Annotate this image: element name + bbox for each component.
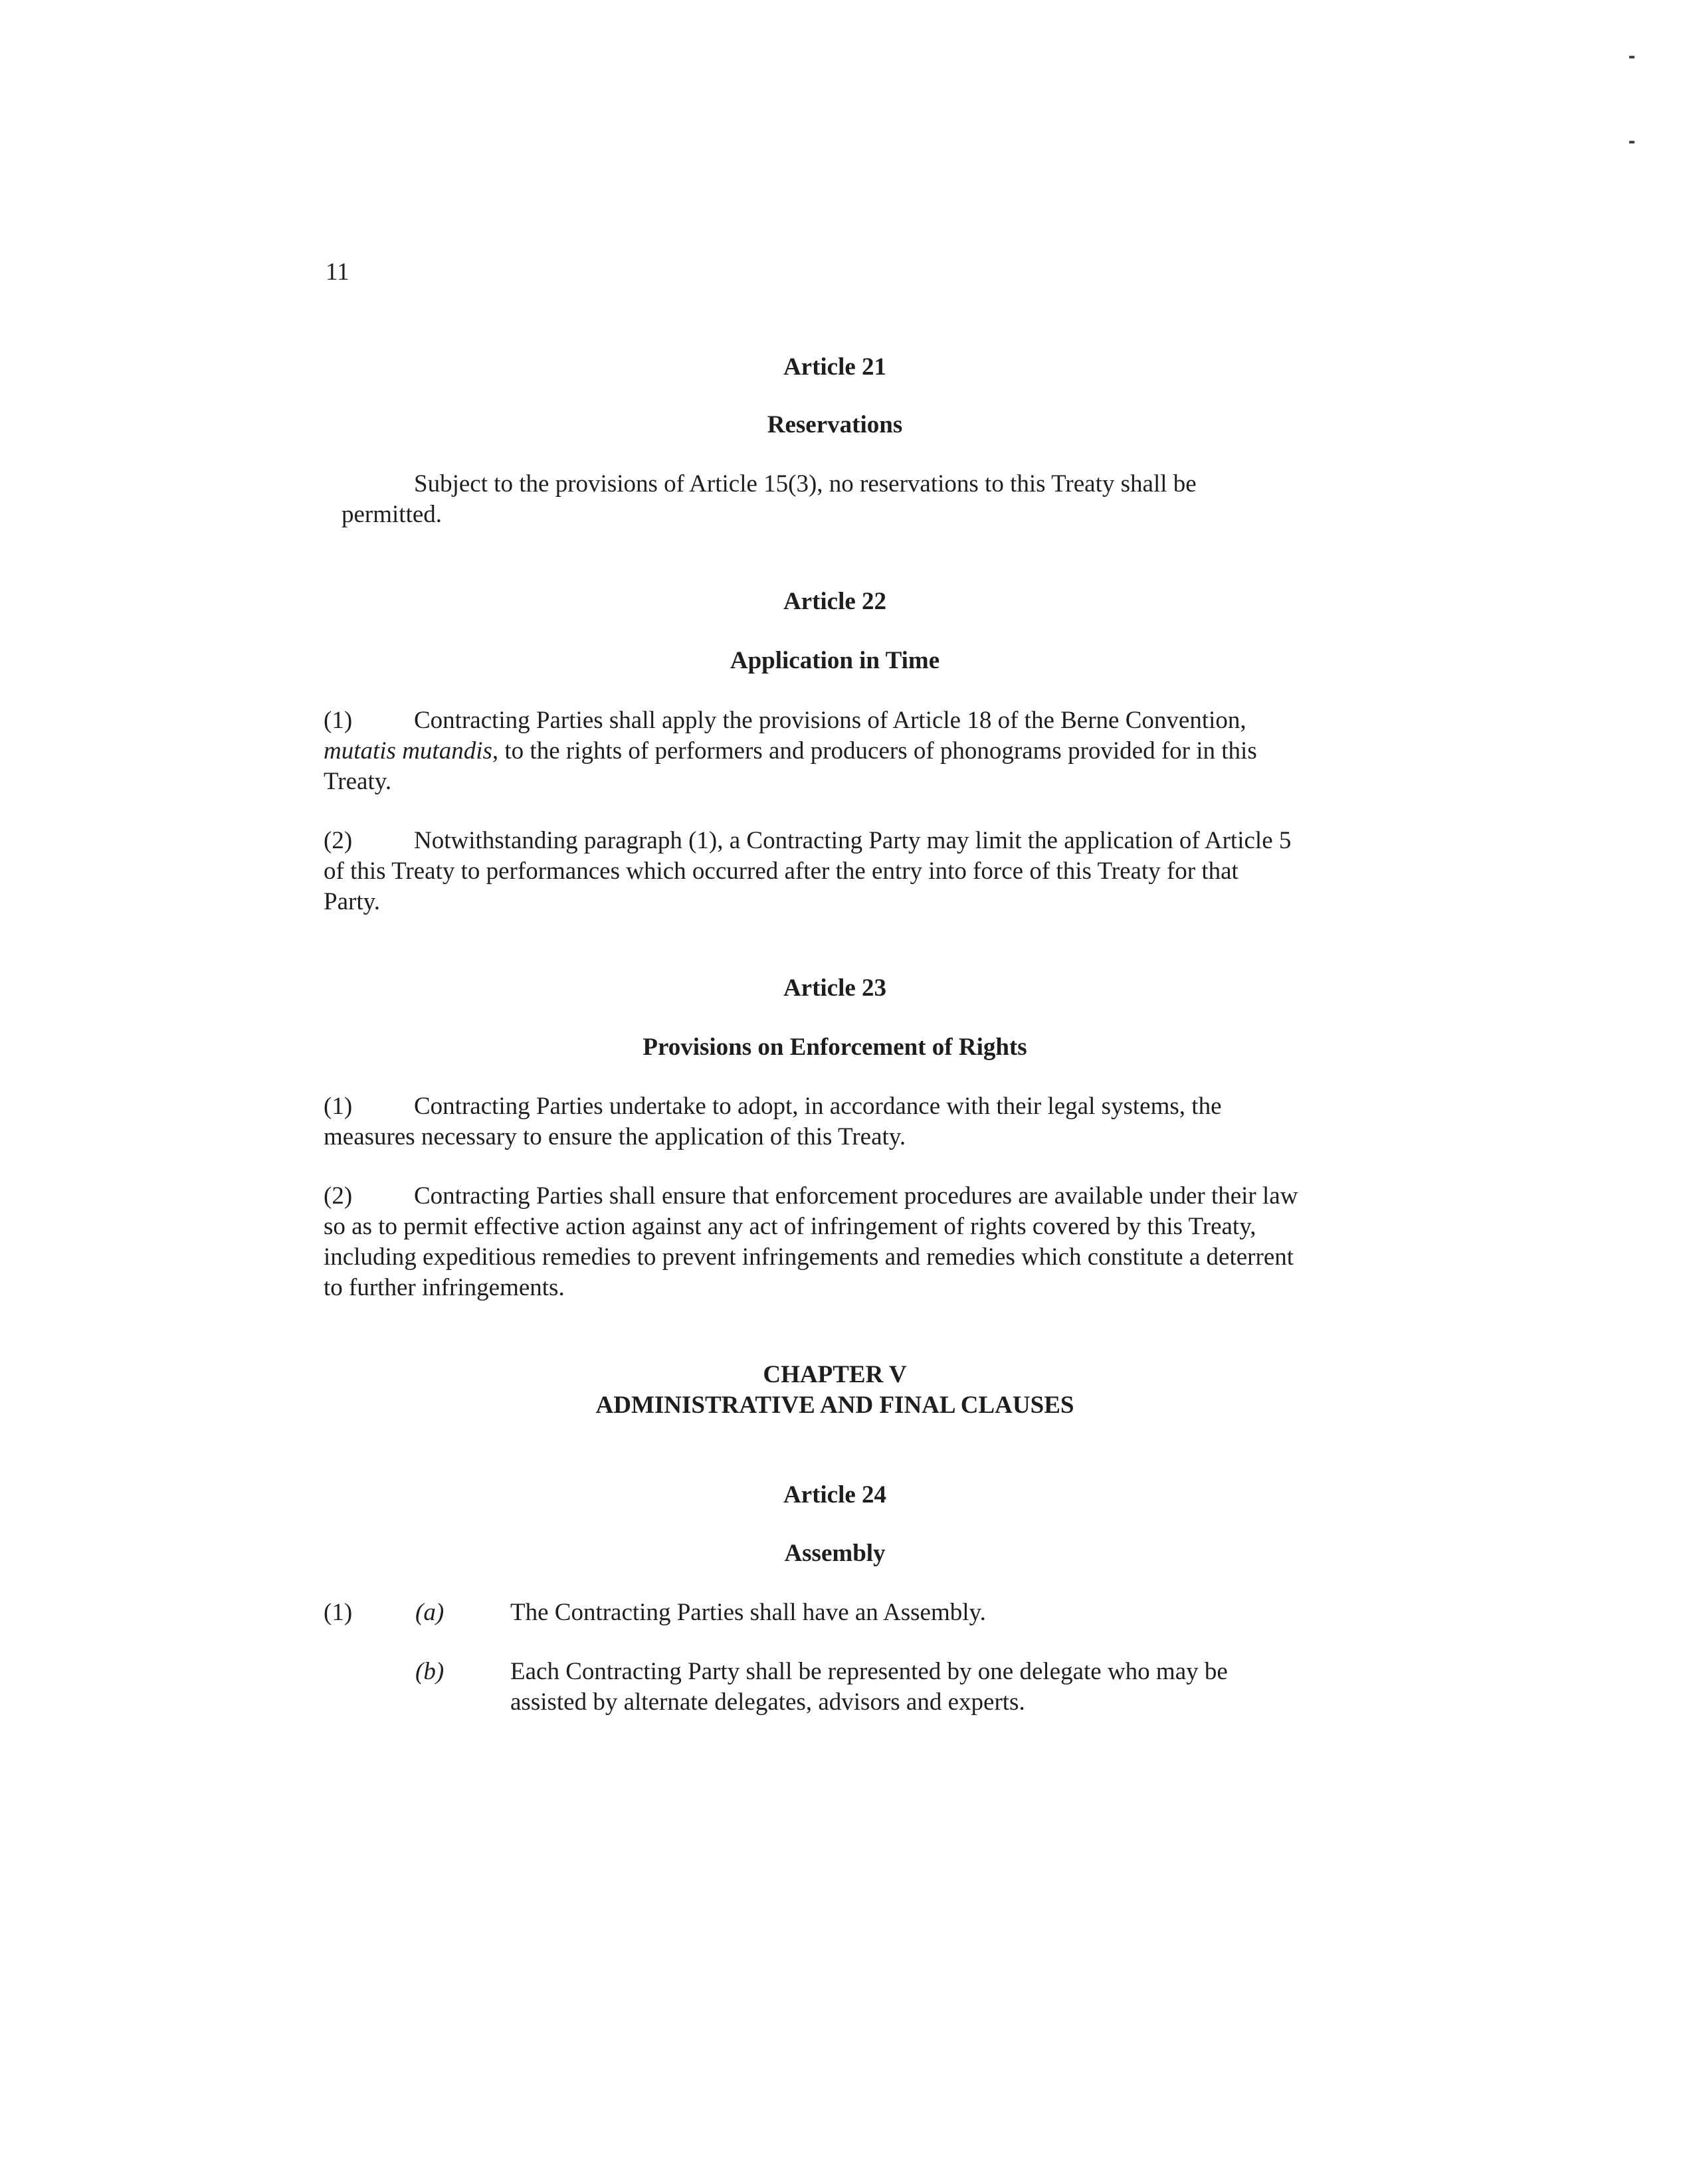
article-22-para2-line3: Party. [324,888,380,915]
article-24-subtitle: Assembly [784,1540,886,1567]
article-21-text-line2: permitted. [342,501,443,528]
article-23-para2-line1: Contracting Parties shall ensure that enforcement procedures are available under their law [414,1182,1298,1210]
article-24-title: Article 24 [783,1481,887,1508]
article-23-title: Article 23 [783,974,887,1002]
chapter-subtitle: ADMINISTRATIVE AND FINAL CLAUSES [595,1392,1074,1419]
article-24-item-a-text: The Contracting Parties shall have an Assembly. [510,1599,986,1626]
article-23-para2-line3: including expeditious remedies to prevent infringements and remedies which constitute a deterrent [324,1243,1294,1271]
article-22-para1-line3: Treaty. [324,768,392,795]
article-22-para1-number: (1) [324,707,353,734]
article-22-para1-line2: mutatis mutandis, to the rights of performers and producers of phonograms provided for in this [324,737,1257,765]
scan-mark [1629,56,1634,58]
article-22-subtitle: Application in Time [730,647,940,674]
article-23-para1-line1: Contracting Parties undertake to adopt, in accordance with their legal systems, the [414,1093,1222,1120]
article-23-para2-line4: to further infringements. [324,1274,565,1301]
article-23-para1-number: (1) [324,1093,353,1120]
article-24-item-b-line1: Each Contracting Party shall be represented by one delegate who may be [510,1658,1228,1685]
article-24-para1-number: (1) [324,1599,353,1626]
scan-mark [1629,141,1634,143]
page-number: 11 [326,258,349,286]
article-21-title: Article 21 [783,353,887,381]
article-22-para2-line2: of this Treaty to performances which occurred after the entry into force of this Treaty for that [324,858,1238,885]
article-24-item-b-line2: assisted by alternate delegates, advisors and experts. [510,1688,1025,1716]
article-22-para1-line1: Contracting Parties shall apply the provisions of Article 18 of the Berne Convention, [414,707,1246,734]
chapter-title: CHAPTER V [763,1361,907,1388]
article-23-para2-line2: so as to permit effective action against any act of infringement of rights covered by this Treaty, [324,1213,1256,1240]
article-21-subtitle: Reservations [767,411,903,438]
article-24-item-b-label: (b) [415,1658,445,1685]
article-23-para2-number: (2) [324,1182,353,1210]
article-24-item-a-label: (a) [415,1599,445,1626]
article-21-text-line1: Subject to the provisions of Article 15(3), no reservations to this Treaty shall be [414,470,1197,498]
latin-phrase: mutatis mutandis [324,737,492,765]
article-23-para1-line2: measures necessary to ensure the application of this Treaty. [324,1123,906,1150]
article-23-subtitle: Provisions on Enforcement of Rights [643,1034,1027,1061]
article-22-title: Article 22 [783,588,887,615]
article-22-para2-line1: Notwithstanding paragraph (1), a Contracting Party may limit the application of Article 5 [414,827,1292,854]
article-22-para2-number: (2) [324,827,353,854]
